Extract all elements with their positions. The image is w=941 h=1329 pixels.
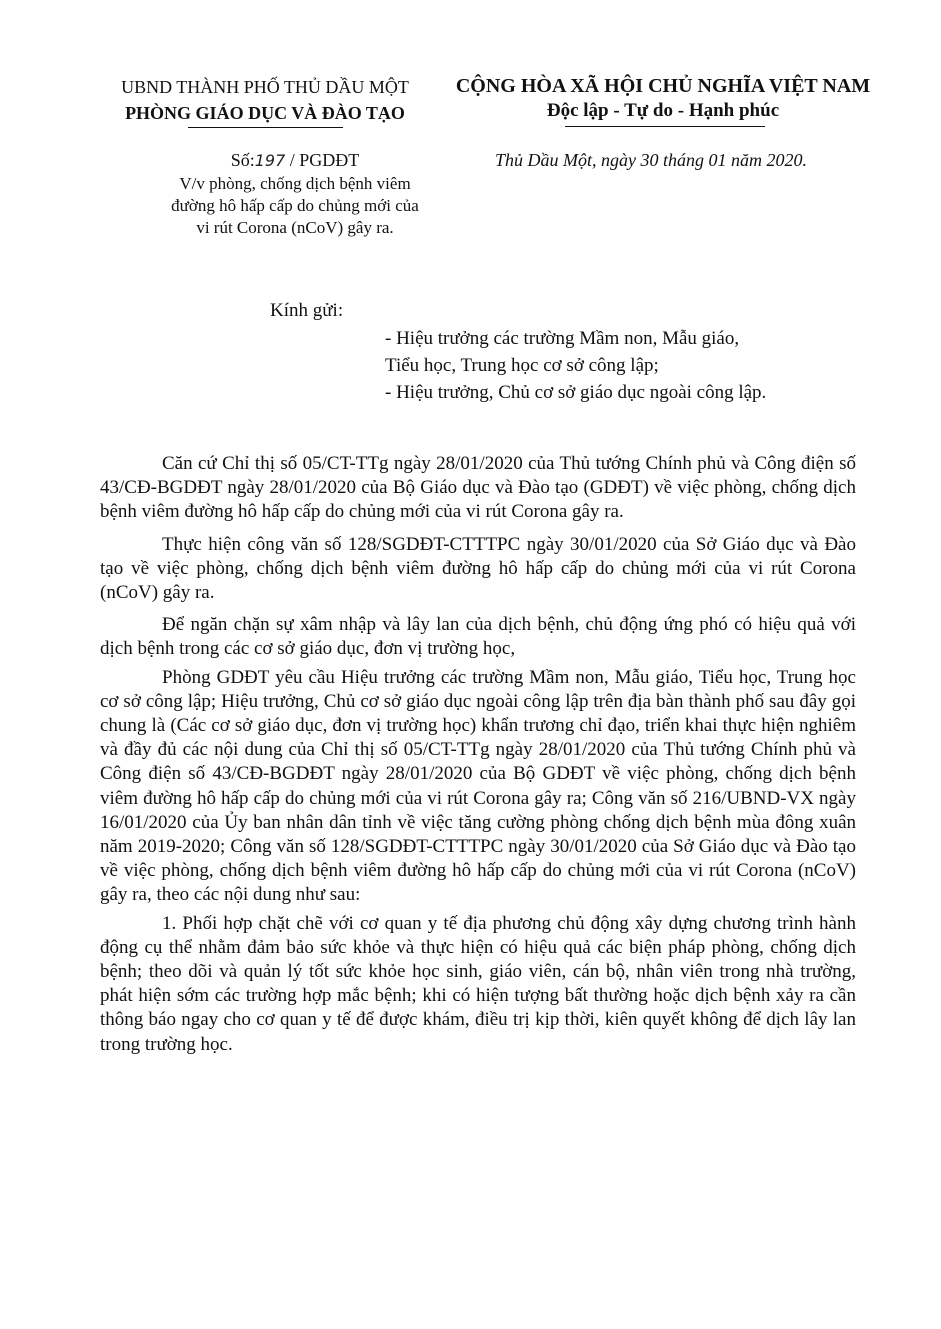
issuing-department: PHÒNG GIÁO DỤC VÀ ĐÀO TẠO	[125, 103, 405, 123]
subject-line: V/v phòng, chống dịch bệnh viêm	[179, 174, 411, 193]
document-number-suffix: / PGDĐT	[285, 150, 360, 170]
document-number-prefix: Số:	[230, 150, 255, 170]
document-number	[100, 147, 490, 174]
motto-underline	[565, 126, 765, 127]
date-day-handwritten: 30	[640, 150, 659, 170]
document-number-handwritten: 197	[254, 151, 286, 170]
issuing-authority: UBND THÀNH PHỐ THỦ DẦU MỘT	[121, 77, 409, 97]
subject-line: vi rút Corona (nCoV) gây ra.	[196, 218, 394, 237]
subject-line: đường hô hấp cấp do chủng mới của	[171, 196, 419, 215]
body-paragraph-request: Phòng GDĐT yêu cầu Hiệu trưởng các trường Mầm non, Mẫu giáo, Tiểu học, Trung học cơ sở công lập; Hiệu trưởng, Chủ cơ sở giáo dục ngoài công lập trên địa bàn thành phố sau đây gọi chung là (Các cơ sở giáo dục, đơn vị trường học) khẩn trương chỉ đạo, triển khai thực hiện nghiêm và đầy đủ các nội dung của Chỉ thị số 05/CT-TTg ngày 28/01/2020 của Thủ tướng Chính phủ và Công điện số 43/CĐ-BGDĐT ngày 28/01/2020 của Bộ GDĐT về việc phòng, chống dịch bệnh viêm đường hô hấp cấp do chủng mới của vi rút Corona gây ra; Công văn số 216/UBND-VX ngày 16/01/2020 của Ủy ban nhân dân tỉnh về việc tăng cường phòng chống dịch bệnh mùa đông xuân năm 2019-2020; Công văn số 128/SGDĐT-CTTTPC ngày 30/01/2020 của Sở Giáo dục và Đào tạo về việc phòng, chống dịch bệnh viêm đường hô hấp cấp do chủng mới của vi rút Corona (nCoV) gây ra, theo các nội dung như sau:	[100, 666, 856, 906]
greeting: Kính gửi:	[270, 300, 344, 321]
date-line	[495, 147, 895, 173]
date-prefix: Thủ Dầu Một, ngày	[495, 150, 641, 170]
national-title: CỘNG HÒA XÃ HỘI CHỦ NGHĨA VIỆT NAM	[455, 75, 871, 97]
date-suffix: tháng 01 năm 2020.	[658, 150, 807, 170]
body-paragraph-purpose: Để ngăn chặn sự xâm nhập và lây lan của dịch bệnh, chủ động ứng phó có hiệu quả với dịch bệnh trong các cơ sở giáo dục, đơn vị trường học,	[100, 614, 856, 660]
body-paragraph-item-1: 1. Phối hợp chặt chẽ với cơ quan y tế địa phương chủ động xây dựng chương trình hành động cụ thể nhằm đảm bảo sức khỏe và thực hiện có hiệu quả các biện pháp phòng, chống dịch bệnh; theo dõi và quản lý tốt sức khỏe học sinh, giáo viên, cán bộ, nhân viên trong nhà trường, phát hiện sớm các trường hợp mắc bệnh; khi có hiện tượng bất thường hoặc dịch bệnh xảy ra cần thông báo ngay cho cơ quan y tế để được khám, điều trị kịp thời, kiên quyết không để dịch lây lan trong trường học.	[100, 912, 856, 1055]
document-body	[100, 452, 856, 1065]
body-paragraph-legal-basis: Căn cứ Chỉ thị số 05/CT-TTg ngày 28/01/2020 của Thủ tướng Chính phủ và Công điện số 43/CĐ-BGDĐT ngày 28/01/2020 của Bộ Giáo dục và Đào tạo (GDĐT) về việc phòng, chống dịch bệnh viêm đường hô hấp cấp do chủng mới của vi rút Corona gây ra.	[100, 453, 856, 523]
recipient-list	[385, 325, 905, 406]
recipient-line: - Hiệu trưởng, Chủ cơ sở giáo dục ngoài công lập.	[385, 382, 767, 403]
document-subject	[100, 173, 490, 239]
national-motto: Độc lập - Tự do - Hạnh phúc	[546, 100, 780, 121]
body-paragraph-implementation: Thực hiện công văn số 128/SGDĐT-CTTTPC ngày 30/01/2020 của Sở Giáo dục và Đào tạo về việc phòng, chống dịch bệnh viêm đường hô hấp cấp do chủng mới của vi rút Corona (nCoV) gây ra.	[100, 533, 856, 604]
department-underline	[188, 127, 343, 128]
recipient-line: - Hiệu trưởng các trường Mầm non, Mẫu giáo,	[385, 328, 740, 349]
recipient-line: Tiểu học, Trung học cơ sở công lập;	[385, 355, 659, 376]
